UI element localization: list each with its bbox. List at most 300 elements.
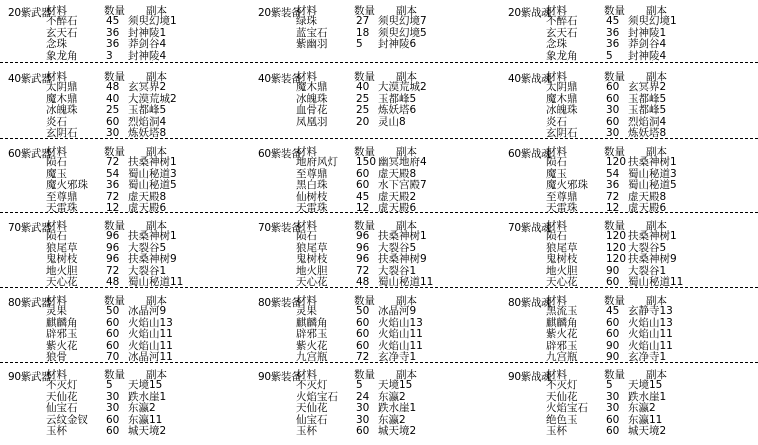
material-name: 地火胆 <box>46 264 78 277</box>
material-quantity: 36 <box>106 179 120 191</box>
instance-name: 大裂谷5 <box>128 241 167 254</box>
material-quantity: 30 <box>106 127 120 139</box>
column-header-quantity: 数量 <box>354 71 375 83</box>
instance-name: 封神陵4 <box>628 49 667 62</box>
instance-name: 扶桑神树9 <box>628 253 677 265</box>
material-quantity: 30 <box>106 402 120 414</box>
material-quantity: 120 <box>606 156 627 168</box>
instance-name: 玄净寺1 <box>628 351 667 363</box>
instance-name: 火焰山11 <box>128 328 173 340</box>
material-name: 狼尾草 <box>46 241 78 254</box>
material-name: 麒麟角 <box>46 316 78 329</box>
material-name: 玄天石 <box>46 26 78 39</box>
material-quantity: 45 <box>356 190 370 203</box>
material-quantity: 54 <box>106 167 120 180</box>
material-name: 冰魄珠 <box>546 104 578 116</box>
material-quantity: 60 <box>356 179 370 191</box>
material-name: 狼尾草 <box>296 241 328 254</box>
table-row <box>8 254 258 266</box>
column-header-material: 材料 <box>46 220 67 232</box>
material-quantity: 60 <box>606 276 620 288</box>
material-name: 黑白珠 <box>296 179 328 191</box>
material-quantity: 60 <box>606 425 620 437</box>
table-row <box>8 105 258 117</box>
instance-name: 玉都峰5 <box>628 92 667 105</box>
table-row <box>258 82 508 94</box>
material-name: 地府风灯 <box>296 156 338 168</box>
table-row <box>258 180 508 192</box>
table-row <box>508 380 758 392</box>
column-header-material: 材料 <box>546 369 567 381</box>
column-header-instance: 副本 <box>646 220 667 232</box>
material-name: 魔火邪珠 <box>546 179 588 191</box>
material-quantity: 36 <box>606 26 620 39</box>
material-quantity: 24 <box>356 390 370 403</box>
material-name: 冰魄珠 <box>296 92 328 105</box>
column-header-instance: 副本 <box>646 71 667 83</box>
material-quantity: 70 <box>106 351 120 363</box>
material-quantity: 72 <box>106 156 120 168</box>
table-row <box>258 254 508 266</box>
block-title: 80紫武器 <box>8 297 52 309</box>
instance-name: 玉都峰5 <box>378 92 417 105</box>
table-row <box>258 16 508 28</box>
block-title: 90紫装备 <box>258 371 302 383</box>
material-quantity: 36 <box>106 38 120 50</box>
instance-name: 虚天殿8 <box>128 190 167 203</box>
block-title: 80紫战魂 <box>508 297 552 309</box>
instance-name: 冰晶河9 <box>378 305 417 317</box>
material-quantity: 40 <box>106 92 120 105</box>
instance-name: 封神陵4 <box>128 49 167 62</box>
column-header-quantity: 数量 <box>104 369 125 381</box>
material-quantity: 60 <box>606 92 620 105</box>
material-quantity: 36 <box>606 179 620 191</box>
material-quantity: 45 <box>606 305 620 317</box>
instance-name: 炼妖塔6 <box>378 104 417 116</box>
material-quantity: 40 <box>356 81 370 93</box>
block-title: 20紫装备 <box>258 7 302 19</box>
block-title: 20紫战魂 <box>508 7 552 19</box>
column-header-instance: 副本 <box>146 220 167 232</box>
table-row <box>8 82 258 94</box>
column-header-quantity: 数量 <box>604 295 625 307</box>
material-name: 天雷珠 <box>546 202 578 214</box>
material-name: 天雷珠 <box>46 202 78 214</box>
material-name: 云纹金钗 <box>46 413 88 426</box>
section-divider <box>0 287 758 288</box>
instance-name: 须臾幻境1 <box>128 15 177 27</box>
table-row <box>258 105 508 117</box>
table-row <box>508 403 758 415</box>
material-name: 魔火邪珠 <box>46 179 88 191</box>
column-header-material: 材料 <box>296 5 317 17</box>
table-row <box>508 329 758 341</box>
column-header-quantity: 数量 <box>104 5 125 17</box>
instance-name: 蜀山秘道5 <box>628 179 677 191</box>
column-header-quantity: 数量 <box>104 295 125 307</box>
material-name: 紫火花 <box>46 339 78 352</box>
material-name: 不醉石 <box>46 15 78 27</box>
column-header-instance: 副本 <box>646 146 667 158</box>
material-quantity: 60 <box>606 81 620 93</box>
instance-name: 东瀛2 <box>378 413 406 426</box>
section-divider <box>0 62 758 63</box>
instance-name: 大裂谷1 <box>628 264 667 277</box>
material-quantity: 5 <box>606 49 613 62</box>
material-name: 陨石 <box>546 230 567 242</box>
material-quantity: 25 <box>106 104 120 116</box>
table-row <box>508 254 758 266</box>
column-header-instance: 副本 <box>146 5 167 17</box>
column-header-instance: 副本 <box>146 146 167 158</box>
table-row <box>8 306 258 318</box>
table-row <box>508 231 758 243</box>
material-name: 不灭灯 <box>46 379 78 391</box>
instance-name: 火焰山11 <box>128 339 173 352</box>
material-name: 麒麟角 <box>546 316 578 329</box>
material-name: 天仙花 <box>46 390 78 403</box>
instance-name: 蜀山秘道11 <box>628 276 684 288</box>
instance-name: 火焰山13 <box>628 316 673 329</box>
material-name: 天仙花 <box>296 402 328 414</box>
column-header-quantity: 数量 <box>604 146 625 158</box>
instance-name: 烈焰洞4 <box>628 115 667 128</box>
table-row <box>508 16 758 28</box>
material-name: 火焰宝石 <box>546 402 588 414</box>
material-name: 玄天石 <box>546 26 578 39</box>
material-name: 不灭灯 <box>296 379 328 391</box>
table-row <box>508 51 758 63</box>
column-header-material: 材料 <box>296 369 317 381</box>
material-quantity: 72 <box>606 190 620 203</box>
material-quantity: 48 <box>106 276 120 288</box>
material-quantity: 30 <box>606 390 620 403</box>
block-title: 90紫武器 <box>8 371 52 383</box>
instance-name: 虚天殿2 <box>378 190 417 203</box>
instance-name: 蜀山秘道5 <box>128 179 177 191</box>
material-name: 九宫瓶 <box>546 351 578 363</box>
material-quantity: 5 <box>606 379 613 391</box>
column-header-instance: 副本 <box>396 220 417 232</box>
instance-name: 大漠荒城2 <box>378 81 427 93</box>
column-header-quantity: 数量 <box>354 5 375 17</box>
material-quantity: 50 <box>106 305 120 317</box>
material-name: 鬼树枝 <box>546 253 578 265</box>
instance-name: 火焰山11 <box>378 339 423 352</box>
instance-name: 水下宫殿7 <box>378 179 427 191</box>
instance-name: 大裂谷5 <box>628 241 667 254</box>
table-row <box>508 426 758 438</box>
instance-name: 封神陵6 <box>378 38 417 50</box>
material-name: 九宫瓶 <box>296 351 328 363</box>
material-quantity: 30 <box>606 104 620 116</box>
instance-name: 跌水崖1 <box>628 390 667 403</box>
instance-name: 大裂谷1 <box>378 264 417 277</box>
table-row <box>508 157 758 169</box>
instance-name: 扶桑神树1 <box>628 230 677 242</box>
material-name: 黑流玉 <box>546 305 578 317</box>
material-name: 天心花 <box>296 276 328 288</box>
material-quantity: 120 <box>606 253 627 265</box>
section-divider <box>0 212 758 213</box>
column-header-instance: 副本 <box>396 71 417 83</box>
material-name: 炎石 <box>546 115 567 128</box>
material-name: 陨石 <box>46 230 67 242</box>
material-name: 陨石 <box>296 230 317 242</box>
material-name: 地火胆 <box>296 264 328 277</box>
instance-name: 玉都峰5 <box>128 104 167 116</box>
material-quantity: 60 <box>356 339 370 352</box>
table-row <box>8 157 258 169</box>
material-name: 念珠 <box>546 38 567 50</box>
material-name: 地火胆 <box>546 264 578 277</box>
instance-name: 玄冥界2 <box>628 81 667 93</box>
column-header-quantity: 数量 <box>604 71 625 83</box>
instance-name: 扶桑神树1 <box>378 230 427 242</box>
material-quantity: 5 <box>106 379 113 391</box>
material-quantity: 96 <box>106 253 120 265</box>
table-row <box>258 403 508 415</box>
column-header-material: 材料 <box>46 71 67 83</box>
instance-name: 城天境2 <box>128 425 167 437</box>
material-name: 鬼树枝 <box>46 253 78 265</box>
block-title: 60紫战魂 <box>508 148 552 160</box>
instance-name: 大漠荒城2 <box>128 92 177 105</box>
material-quantity: 90 <box>606 264 620 277</box>
block-title: 60紫武器 <box>8 148 52 160</box>
block-title: 70紫战魂 <box>508 222 552 234</box>
material-name: 火焰宝石 <box>296 390 338 403</box>
instance-name: 灵山8 <box>378 115 406 128</box>
instance-name: 封神陵1 <box>628 26 667 39</box>
material-name: 绝色玉 <box>546 413 578 426</box>
material-name: 魔木鼎 <box>46 92 78 105</box>
material-quantity: 60 <box>606 413 620 426</box>
column-header-instance: 副本 <box>146 369 167 381</box>
column-header-instance: 副本 <box>646 5 667 17</box>
instance-name: 炼妖塔8 <box>628 127 667 139</box>
material-quantity: 60 <box>356 167 370 180</box>
table-row <box>258 157 508 169</box>
section-divider <box>0 138 758 139</box>
column-header-material: 材料 <box>546 146 567 158</box>
instance-name: 东瀛2 <box>628 402 656 414</box>
column-header-quantity: 数量 <box>604 220 625 232</box>
table-row <box>258 380 508 392</box>
instance-name: 城天境2 <box>628 425 667 437</box>
block-title: 70紫装备 <box>258 222 302 234</box>
instance-name: 莽剑谷4 <box>628 38 667 50</box>
material-quantity: 30 <box>606 127 620 139</box>
block-title: 80紫装备 <box>258 297 302 309</box>
material-name: 太阴鼎 <box>546 81 578 93</box>
instance-name: 玄冥界2 <box>128 81 167 93</box>
instance-name: 火焰山11 <box>378 328 423 340</box>
material-name: 麒麟角 <box>296 316 328 329</box>
material-quantity: 54 <box>606 167 620 180</box>
column-header-instance: 副本 <box>146 71 167 83</box>
material-name: 魔玉 <box>546 167 567 180</box>
column-header-instance: 副本 <box>396 295 417 307</box>
instance-name: 玉都峰5 <box>628 104 667 116</box>
table-row <box>8 39 258 51</box>
instance-name: 玄净寺1 <box>378 351 417 363</box>
material-quantity: 30 <box>356 413 370 426</box>
material-quantity: 30 <box>606 402 620 414</box>
column-header-instance: 副本 <box>646 295 667 307</box>
material-name: 至尊鼎 <box>46 190 78 203</box>
material-name: 狼尾草 <box>546 241 578 254</box>
material-quantity: 150 <box>356 156 377 168</box>
table-row <box>258 39 508 51</box>
instance-name: 蜀山秘道3 <box>628 167 677 180</box>
material-quantity: 120 <box>606 241 627 254</box>
material-quantity: 5 <box>356 38 363 50</box>
material-quantity: 60 <box>106 328 120 340</box>
table-row <box>508 180 758 192</box>
material-name: 灵果 <box>46 305 67 317</box>
instance-name: 扶桑神树9 <box>128 253 177 265</box>
material-name: 紫火花 <box>546 328 578 340</box>
block-title: 60紫装备 <box>258 148 302 160</box>
material-name: 仙宝石 <box>296 413 328 426</box>
block-title: 20紫武器 <box>8 7 52 19</box>
table-row <box>508 306 758 318</box>
material-name: 绿珠 <box>296 15 317 27</box>
instance-name: 扶桑神树1 <box>128 156 177 168</box>
table-row <box>8 231 258 243</box>
instance-name: 大裂谷1 <box>128 264 167 277</box>
material-name: 玉杯 <box>546 425 567 437</box>
material-name: 凤凰羽 <box>296 115 328 128</box>
instance-name: 东瀛2 <box>378 390 406 403</box>
instance-name: 玄静寺13 <box>628 305 673 317</box>
material-name: 炎石 <box>46 115 67 128</box>
material-quantity: 96 <box>356 241 370 254</box>
instance-name: 虚天殿6 <box>628 202 667 214</box>
material-name: 蓝宝石 <box>296 26 328 39</box>
material-quantity: 5 <box>356 379 363 391</box>
material-name: 象龙角 <box>46 49 78 62</box>
instance-name: 城天境2 <box>378 425 417 437</box>
material-quantity: 72 <box>106 190 120 203</box>
column-header-quantity: 数量 <box>604 369 625 381</box>
material-quantity: 60 <box>356 316 370 329</box>
material-quantity: 60 <box>606 316 620 329</box>
material-quantity: 72 <box>356 264 370 277</box>
instance-name: 蜀山秘道3 <box>128 167 177 180</box>
column-header-material: 材料 <box>46 295 67 307</box>
material-name: 象龙角 <box>546 49 578 62</box>
material-name: 魔玉 <box>46 167 67 180</box>
column-header-quantity: 数量 <box>354 295 375 307</box>
table-row <box>8 16 258 28</box>
instance-name: 扶桑神树1 <box>628 156 677 168</box>
instance-name: 虚天殿6 <box>128 202 167 214</box>
column-header-quantity: 数量 <box>354 369 375 381</box>
instance-name: 大裂谷5 <box>378 241 417 254</box>
column-header-quantity: 数量 <box>104 146 125 158</box>
material-quantity: 50 <box>356 305 370 317</box>
material-name: 仙树枝 <box>296 190 328 203</box>
block-title: 90紫战魂 <box>508 371 552 383</box>
material-quantity: 48 <box>356 276 370 288</box>
material-quantity: 96 <box>106 230 120 242</box>
material-quantity: 27 <box>356 15 370 27</box>
column-header-quantity: 数量 <box>354 146 375 158</box>
material-name: 天仙花 <box>546 390 578 403</box>
material-name: 不醉石 <box>546 15 578 27</box>
column-header-instance: 副本 <box>146 295 167 307</box>
column-header-material: 材料 <box>296 220 317 232</box>
material-quantity: 60 <box>606 115 620 128</box>
instance-name: 东瀛2 <box>128 402 156 414</box>
table-row <box>508 105 758 117</box>
material-quantity: 18 <box>356 26 370 39</box>
material-quantity: 60 <box>356 328 370 340</box>
block-title: 40紫战魂 <box>508 73 552 85</box>
material-name: 天雷珠 <box>296 202 328 214</box>
column-header-instance: 副本 <box>396 369 417 381</box>
material-quantity: 60 <box>606 328 620 340</box>
table-row <box>258 426 508 438</box>
instance-name: 冰晶河11 <box>128 351 173 363</box>
material-quantity: 12 <box>106 202 120 214</box>
block-title: 70紫武器 <box>8 222 52 234</box>
table-row <box>258 231 508 243</box>
instance-name: 封神陵1 <box>128 26 167 39</box>
material-quantity: 3 <box>106 49 113 62</box>
material-name: 血骨花 <box>296 104 328 116</box>
column-header-material: 材料 <box>546 71 567 83</box>
table-row <box>8 403 258 415</box>
table-row <box>258 117 508 129</box>
material-quantity: 60 <box>106 115 120 128</box>
table-row <box>8 380 258 392</box>
instance-name: 火焰山13 <box>378 316 423 329</box>
material-quantity: 96 <box>106 241 120 254</box>
instance-name: 虚天殿8 <box>378 167 417 180</box>
column-header-instance: 副本 <box>646 369 667 381</box>
table-row <box>8 180 258 192</box>
column-header-instance: 副本 <box>396 146 417 158</box>
material-name: 天心花 <box>46 276 78 288</box>
instance-name: 火焰山13 <box>128 316 173 329</box>
column-header-material: 材料 <box>546 295 567 307</box>
instance-name: 火焰山11 <box>628 339 673 352</box>
material-name: 冰魄珠 <box>46 104 78 116</box>
material-quantity: 90 <box>606 339 620 352</box>
material-name: 太阴鼎 <box>46 81 78 93</box>
material-name: 不灭灯 <box>546 379 578 391</box>
material-quantity: 25 <box>356 104 370 116</box>
table-row <box>258 306 508 318</box>
instance-name: 须臾幻境5 <box>378 26 427 39</box>
material-quantity: 48 <box>106 81 120 93</box>
table-row <box>8 426 258 438</box>
material-name: 玄阴石 <box>546 127 578 139</box>
instance-name: 蜀山秘道11 <box>128 276 184 288</box>
instance-name: 东瀛11 <box>628 413 663 426</box>
material-name: 仙宝石 <box>46 402 78 414</box>
table-row <box>508 39 758 51</box>
material-quantity: 30 <box>106 390 120 403</box>
table-row <box>258 329 508 341</box>
column-header-quantity: 数量 <box>604 5 625 17</box>
material-name: 狼骨 <box>46 351 67 363</box>
material-quantity: 12 <box>606 202 620 214</box>
